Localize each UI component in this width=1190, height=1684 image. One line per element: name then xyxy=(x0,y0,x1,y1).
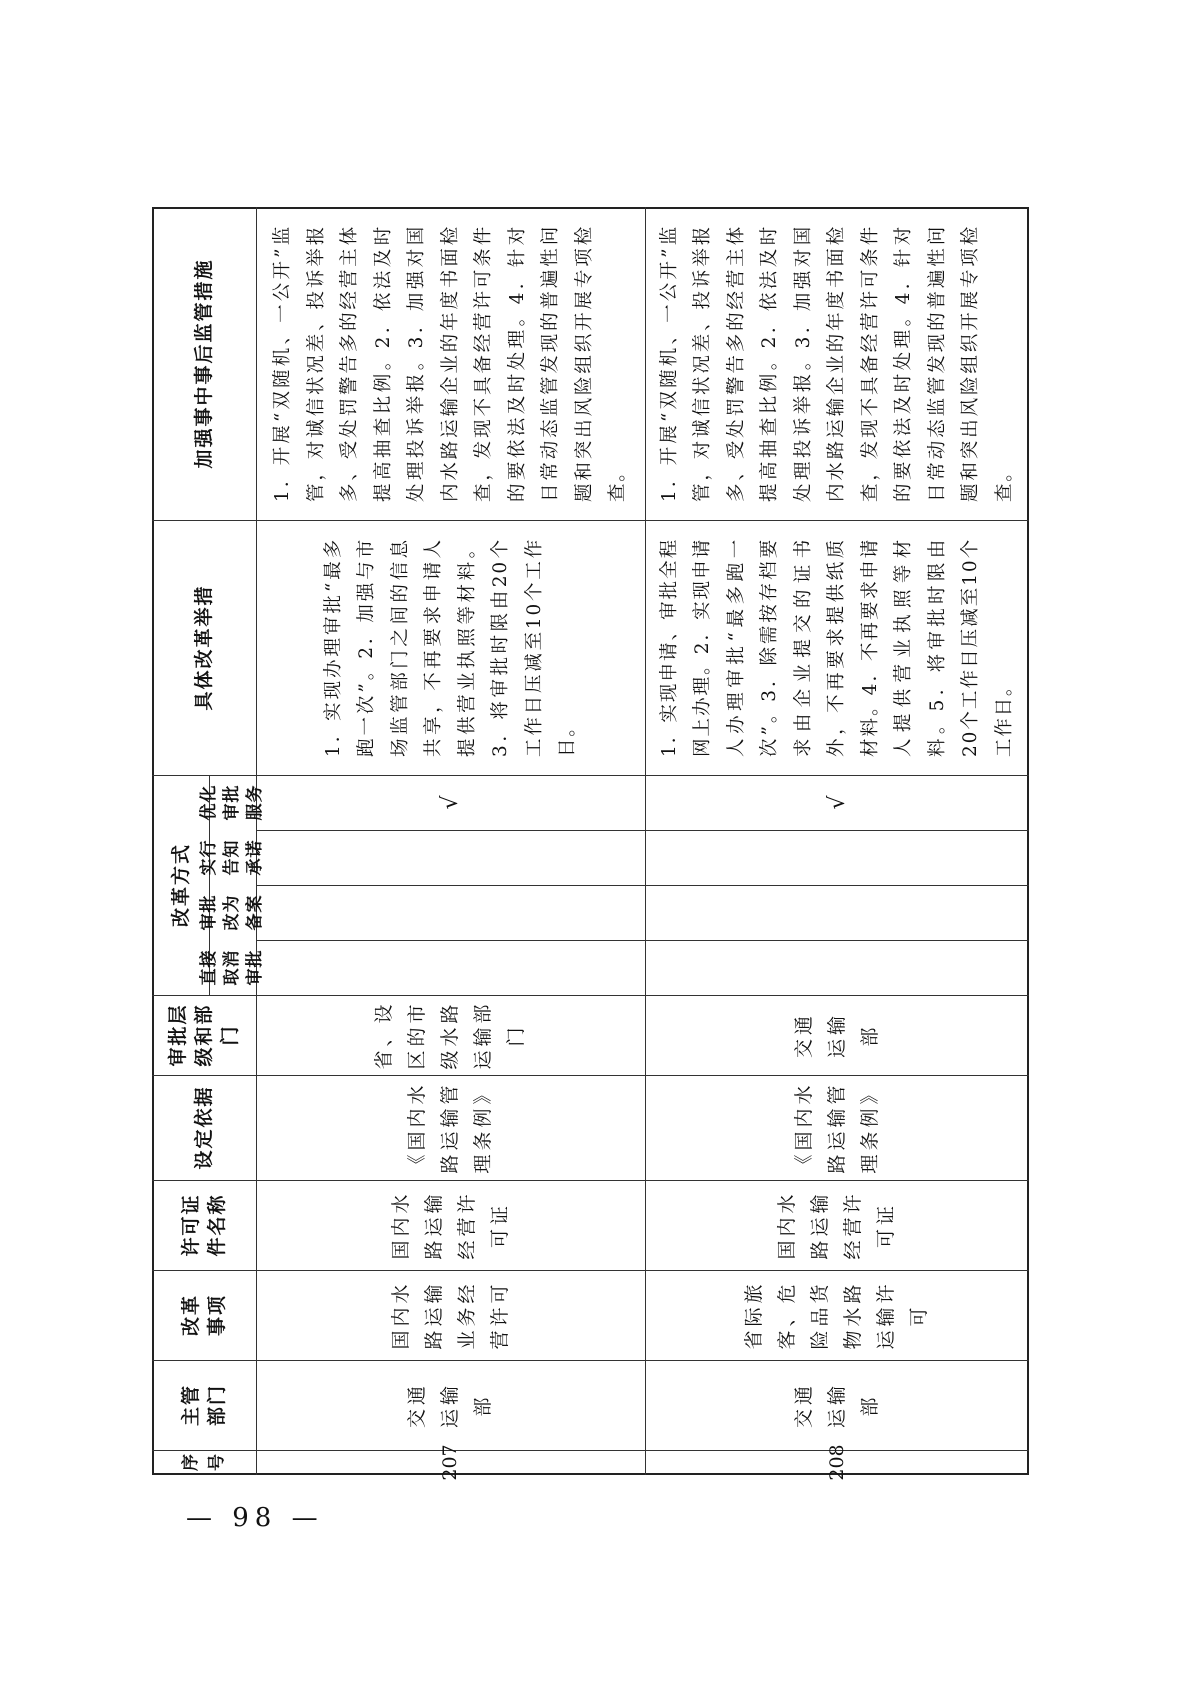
row-207-level: 省、设区的市级水路运输部门 xyxy=(373,1000,527,1070)
row-208-basis: 《国内水路运输管理条例》 xyxy=(792,1081,881,1174)
header-basis: 设定依据 xyxy=(193,1085,215,1170)
row-208-measures: 1．实现申请、审批全程网上办理。2．实现申请人办理审批“最多跑一次”。3．除需按存档要求由企业提交的证书外，不再要求提供纸质材料。4．不再要求申请人提供营业执照等材料。5．将审批时限由20个工作日压减至10个工作日。 xyxy=(658,538,1015,757)
row-207-item: 国内水路运输业务经营许可 xyxy=(389,1280,511,1350)
header-department: 主管部门 xyxy=(180,1384,228,1427)
header-license: 许可证件名称 xyxy=(180,1193,228,1257)
grid-line xyxy=(256,885,1029,886)
header-method-filing: 审批改为备案 xyxy=(199,894,265,931)
header-method-optimize: 优化审批服务 xyxy=(199,784,265,821)
header-level: 审批层级和部门 xyxy=(167,1003,241,1067)
header-method-cancel: 直接取消审批 xyxy=(199,949,265,986)
header-item: 改革事项 xyxy=(180,1294,228,1337)
row-208-optimize-check: √ xyxy=(824,795,850,810)
row-208-license: 国内水路运输经营许可证 xyxy=(776,1190,897,1260)
row-207-serial: 207 xyxy=(439,1444,461,1481)
row-207-basis: 《国内水路运输管理条例》 xyxy=(406,1081,494,1174)
row-208-department: 交通运输部 xyxy=(792,1382,881,1429)
row-207-department: 交通运输部 xyxy=(406,1382,494,1429)
header-measures: 具体改革举措 xyxy=(193,584,215,711)
header-method-commitment: 实行告知承诺 xyxy=(199,839,265,876)
grid-line xyxy=(256,830,1029,831)
row-207-license: 国内水路运输经营许可证 xyxy=(389,1190,511,1260)
row-208-serial: 208 xyxy=(825,1444,848,1481)
row-207-optimize-check: √ xyxy=(438,795,463,810)
header-serial-label: 序号 xyxy=(181,1454,227,1471)
row-207-supervision: 1．开展“双随机、一公开”监管，对诚信状况差、投诉举报多、受处罚警告多的经营主体提高抽查比例。2．依法及时处理投诉举报。3．加强对国内水路运输企业的年度书面检查，发现不具备经营许可条件的要依法及时处理。4．针对日常动态监管发现的普遍性问题和突出风险组织开展专项检查。 xyxy=(272,225,629,502)
header-reform-method: 改革方式 xyxy=(169,843,192,928)
row-207-measures: 1．实现办理审批“最多跑一次”。2．加强与市场监管部门之间的信息共享，不再要求申请人提供营业执照等材料。3．将审批时限由20个工作日压减至10个工作日。 xyxy=(322,538,578,757)
row-208-supervision: 1．开展“双随机、一公开”监管，对诚信状况差、投诉举报多、受处罚警告多的经营主体提高抽查比例。2．依法及时处理投诉举报。3．加强对国内水路运输企业的年度书面检查，发现不具备经营许可条件的要依法及时处理。4．针对日常动态监管发现的普遍性问题和突出风险组织开展专项检查。 xyxy=(658,225,1015,502)
page-number: — 98 — xyxy=(186,1503,324,1533)
row-208-item: 省际旅客、危险品货物水路运输许可 xyxy=(743,1280,930,1350)
row-208-level: 交通运输部 xyxy=(792,1012,881,1059)
grid-line xyxy=(256,940,1029,941)
header-supervision: 加强事中事后监管措施 xyxy=(193,258,215,469)
